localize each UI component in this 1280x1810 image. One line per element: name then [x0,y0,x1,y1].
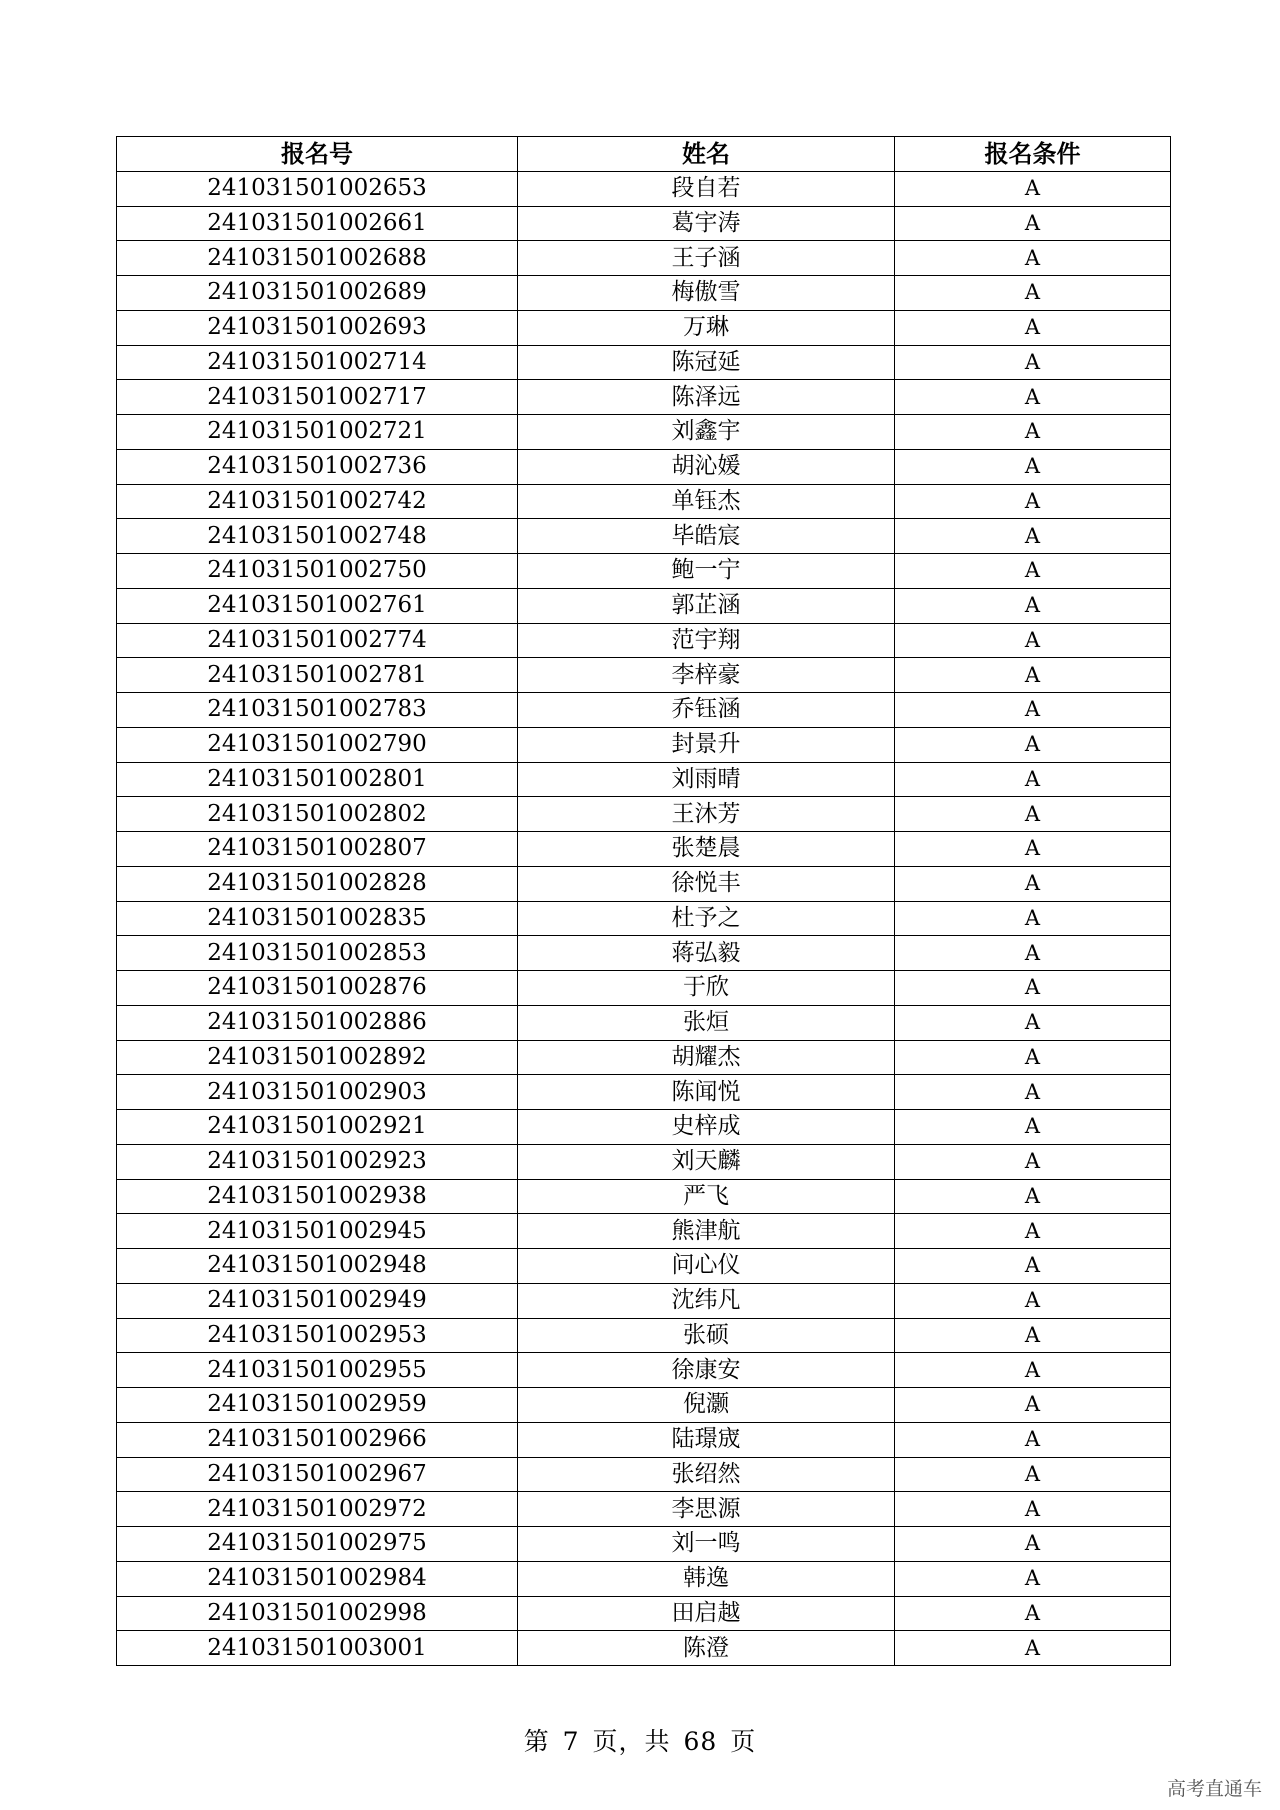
condition-cell: A [895,1596,1171,1631]
condition-cell: A [895,1283,1171,1318]
registration-number-cell: 241031501002774 [117,623,518,658]
condition-cell: A [895,519,1171,554]
table-row [117,762,1171,797]
condition-cell: A [895,1492,1171,1527]
table-row [117,1075,1171,1110]
registration-number-cell: 241031501002945 [117,1214,518,1249]
condition-cell: A [895,588,1171,623]
name-cell: 鲍一宁 [518,554,895,589]
name-cell: 沈纬凡 [518,1283,895,1318]
name-cell: 单钰杰 [518,484,895,519]
name-cell: 李梓豪 [518,658,895,693]
condition-cell: A [895,727,1171,762]
condition-cell: A [895,241,1171,276]
registration-number-cell: 241031501002807 [117,832,518,867]
name-cell: 段自若 [518,171,895,206]
condition-cell: A [895,554,1171,589]
name-cell: 陈闻悦 [518,1075,895,1110]
condition-cell: A [895,171,1171,206]
table-row [117,1318,1171,1353]
table-row [117,1214,1171,1249]
table-row [117,1283,1171,1318]
condition-cell: A [895,797,1171,832]
registration-number-cell: 241031501003001 [117,1631,518,1666]
condition-cell: A [895,449,1171,484]
condition-cell: A [895,1457,1171,1492]
condition-cell: A [895,1110,1171,1145]
registration-number-cell: 241031501002966 [117,1422,518,1457]
table-row [117,415,1171,450]
name-cell: 王沐芳 [518,797,895,832]
registration-number-cell: 241031501002903 [117,1075,518,1110]
registration-table [116,136,1171,1666]
registration-number-cell: 241031501002959 [117,1388,518,1423]
condition-cell: A [895,484,1171,519]
table-row [117,1492,1171,1527]
table-row [117,1005,1171,1040]
header-registration-condition: 报名条件 [895,137,1171,172]
registration-number-cell: 241031501002790 [117,727,518,762]
table-row [117,588,1171,623]
registration-number-cell: 241031501002984 [117,1561,518,1596]
table-row [117,1527,1171,1562]
condition-cell: A [895,1075,1171,1110]
registration-number-cell: 241031501002853 [117,936,518,971]
registration-number-cell: 241031501002938 [117,1179,518,1214]
name-cell: 张烜 [518,1005,895,1040]
name-cell: 于欣 [518,971,895,1006]
name-cell: 刘一鸣 [518,1527,895,1562]
table-row [117,623,1171,658]
condition-cell: A [895,1561,1171,1596]
registration-number-cell: 241031501002876 [117,971,518,1006]
table-row [117,1596,1171,1631]
table-row [117,206,1171,241]
name-cell: 史梓成 [518,1110,895,1145]
table-row [117,1353,1171,1388]
name-cell: 范宇翔 [518,623,895,658]
registration-number-cell: 241031501002953 [117,1318,518,1353]
name-cell: 陈冠延 [518,345,895,380]
name-cell: 王子涵 [518,241,895,276]
name-cell: 胡沁媛 [518,449,895,484]
condition-cell: A [895,310,1171,345]
name-cell: 严飞 [518,1179,895,1214]
registration-number-cell: 241031501002761 [117,588,518,623]
condition-cell: A [895,866,1171,901]
table-row [117,693,1171,728]
name-cell: 倪灏 [518,1388,895,1423]
name-cell: 陈澄 [518,1631,895,1666]
name-cell: 徐悦丰 [518,866,895,901]
table-row [117,1179,1171,1214]
condition-cell: A [895,380,1171,415]
condition-cell: A [895,1040,1171,1075]
condition-cell: A [895,415,1171,450]
name-cell: 乔钰涵 [518,693,895,728]
registration-number-cell: 241031501002736 [117,449,518,484]
footer-middle: 页，共 [592,1727,671,1756]
table-row [117,345,1171,380]
footer-total-pages: 68 [683,1727,718,1756]
table-row [117,1144,1171,1179]
condition-cell: A [895,206,1171,241]
name-cell: 梅傲雪 [518,276,895,311]
condition-cell: A [895,1388,1171,1423]
registration-number-cell: 241031501002783 [117,693,518,728]
condition-cell: A [895,1214,1171,1249]
table-row [117,1388,1171,1423]
registration-number-cell: 241031501002921 [117,1110,518,1145]
table-row [117,797,1171,832]
name-cell: 韩逸 [518,1561,895,1596]
condition-cell: A [895,1144,1171,1179]
name-cell: 封景升 [518,727,895,762]
registration-number-cell: 241031501002892 [117,1040,518,1075]
name-cell: 刘天麟 [518,1144,895,1179]
table-row [117,1561,1171,1596]
condition-cell: A [895,901,1171,936]
registration-number-cell: 241031501002742 [117,484,518,519]
registration-number-cell: 241031501002972 [117,1492,518,1527]
registration-number-cell: 241031501002781 [117,658,518,693]
name-cell: 毕皓宸 [518,519,895,554]
registration-number-cell: 241031501002750 [117,554,518,589]
name-cell: 万琳 [518,310,895,345]
watermark: 高考直通车 [1166,1778,1262,1800]
condition-cell: A [895,623,1171,658]
table-row [117,1422,1171,1457]
footer-page-number: 7 [562,1727,580,1756]
table-row [117,658,1171,693]
condition-cell: A [895,1631,1171,1666]
registration-number-cell: 241031501002923 [117,1144,518,1179]
name-cell: 田启越 [518,1596,895,1631]
registration-number-cell: 241031501002967 [117,1457,518,1492]
table-row [117,936,1171,971]
condition-cell: A [895,971,1171,1006]
table-row [117,1631,1171,1666]
condition-cell: A [895,762,1171,797]
table-row [117,727,1171,762]
table-row [117,1110,1171,1145]
name-cell: 刘鑫宇 [518,415,895,450]
registration-number-cell: 241031501002748 [117,519,518,554]
condition-cell: A [895,1005,1171,1040]
table-row [117,554,1171,589]
name-cell: 胡耀杰 [518,1040,895,1075]
table-row [117,519,1171,554]
condition-cell: A [895,832,1171,867]
condition-cell: A [895,658,1171,693]
table-row [117,866,1171,901]
condition-cell: A [895,1179,1171,1214]
table-row [117,1249,1171,1284]
table-row [117,449,1171,484]
registration-number-cell: 241031501002835 [117,901,518,936]
table-row [117,901,1171,936]
header-name: 姓名 [518,137,895,172]
name-cell: 蒋弘毅 [518,936,895,971]
name-cell: 刘雨晴 [518,762,895,797]
condition-cell: A [895,1249,1171,1284]
table-row [117,171,1171,206]
condition-cell: A [895,1527,1171,1562]
registration-number-cell: 241031501002688 [117,241,518,276]
registration-number-cell: 241031501002693 [117,310,518,345]
registration-number-cell: 241031501002949 [117,1283,518,1318]
registration-number-cell: 241031501002689 [117,276,518,311]
page-footer [0,1722,1280,1758]
registration-number-cell: 241031501002661 [117,206,518,241]
condition-cell: A [895,276,1171,311]
name-cell: 问心仪 [518,1249,895,1284]
name-cell: 葛宇涛 [518,206,895,241]
name-cell: 陈泽远 [518,380,895,415]
registration-number-cell: 241031501002714 [117,345,518,380]
condition-cell: A [895,1353,1171,1388]
registration-number-cell: 241031501002975 [117,1527,518,1562]
condition-cell: A [895,1422,1171,1457]
table-row [117,1040,1171,1075]
name-cell: 李思源 [518,1492,895,1527]
table-row [117,310,1171,345]
name-cell: 张楚晨 [518,832,895,867]
name-cell: 张硕 [518,1318,895,1353]
registration-number-cell: 241031501002721 [117,415,518,450]
name-cell: 徐康安 [518,1353,895,1388]
table-row [117,276,1171,311]
table-row [117,380,1171,415]
registration-number-cell: 241031501002886 [117,1005,518,1040]
condition-cell: A [895,1318,1171,1353]
condition-cell: A [895,936,1171,971]
header-registration-number: 报名号 [117,137,518,172]
table-row [117,1457,1171,1492]
registration-number-cell: 241031501002717 [117,380,518,415]
table-body [117,171,1171,1665]
name-cell: 杜予之 [518,901,895,936]
name-cell: 陆璟宬 [518,1422,895,1457]
condition-cell: A [895,345,1171,380]
table-row [117,832,1171,867]
table-row [117,241,1171,276]
footer-suffix: 页 [730,1727,757,1756]
table-row [117,484,1171,519]
registration-number-cell: 241031501002653 [117,171,518,206]
name-cell: 郭芷涵 [518,588,895,623]
condition-cell: A [895,693,1171,728]
registration-number-cell: 241031501002948 [117,1249,518,1284]
registration-number-cell: 241031501002802 [117,797,518,832]
table-row [117,971,1171,1006]
registration-number-cell: 241031501002955 [117,1353,518,1388]
name-cell: 张绍然 [518,1457,895,1492]
table-header-row [117,137,1171,172]
registration-number-cell: 241031501002828 [117,866,518,901]
footer-prefix: 第 [523,1727,550,1756]
registration-number-cell: 241031501002801 [117,762,518,797]
name-cell: 熊津航 [518,1214,895,1249]
registration-number-cell: 241031501002998 [117,1596,518,1631]
